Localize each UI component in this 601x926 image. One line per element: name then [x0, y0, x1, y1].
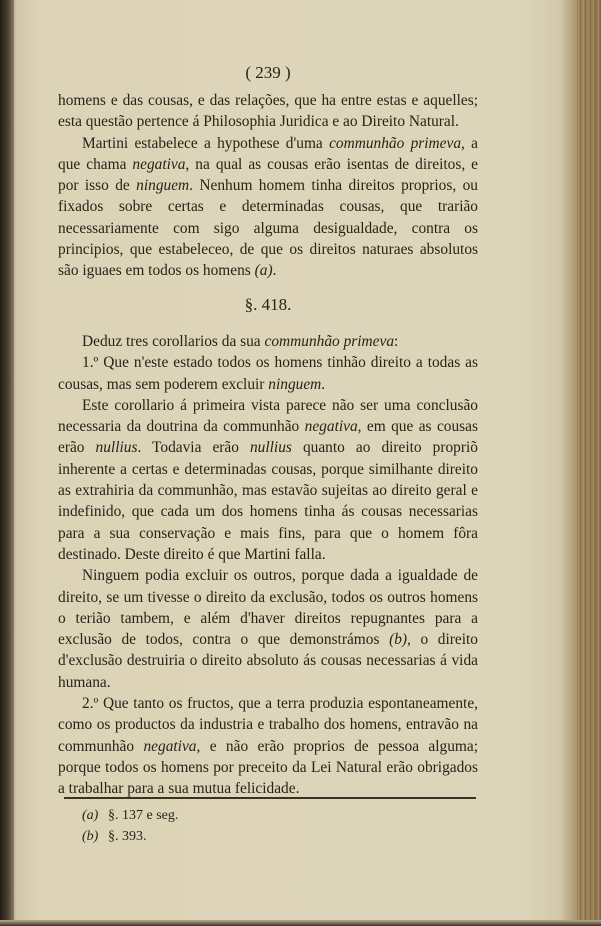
section-paragraph: 1.º Que n'este estado todos os homens tinhão direito a todas as cousas, mas sem poderem excluir ninguem. — [58, 354, 478, 393]
footnote-mark: (b) — [82, 829, 99, 844]
section-paragraph: 2.º Que tanto os fructos, que a terra produzia espontaneamente, como os productos da industria e trabalho dos homens, entravão na communhão negativa, e não erão proprios de pessoa alguma; porque todos os homens por preceito da Lei Natural erão obrigados a trabalhar para a sua mutua felicidade. — [58, 695, 478, 798]
binding-shadow — [0, 0, 14, 926]
section-heading: §. 418. — [244, 294, 292, 314]
section-paragraph: Deduz tres corollarios da sua communhão primeva: — [82, 332, 399, 350]
footnote — [82, 826, 382, 847]
footnotes — [82, 805, 382, 847]
section-paragraph: Este corollario á primeira vista parece não ser uma conclusão necessaria da doutrina da communhão negativa, em que as cousas erão nullius. Todavia erão nullius quanto ao direito propriõ inherente a certas e determinadas cousas, porque similhante direito as extrahiria da communhão, mas estavão sujeitas ao direito geral e indefinido, que cada um dos homens tinha ás cousas necessarias para a sua conservação e mais fins, para que o homem fôra destinado. Deste direito é que Martini falla. — [58, 396, 478, 563]
bottom-edge — [0, 920, 601, 926]
footnote-text: §. 137 e seg. — [108, 808, 179, 823]
page-body — [58, 56, 478, 800]
paragraph-martini: Martini estabelece a hypothese d'uma communhão primeva, a que chama negativa, na qual as cousas erão isentas de direitos, e por isso de ninguem. Nenhum homem tinha direitos proprios, ou fixados sobre certas e determinadas cousas, que trarião necessariamente com sigo alguma desigualdade, contra os principios, que estabeleceo, de que os direitos naturaes absolutos são iguaes em todos os homens (a). — [58, 134, 479, 280]
page-stack-edge — [577, 0, 601, 926]
section-paragraph: Ninguem podia excluir os outros, porque dada a igualdade de direito, se um tivesse o direito da exclusão, todos os outros homens o terião tambem, e além d'haver direitos repugnantes para a exclusão de todos, contra o que demonstrámos (b), o direito d'exclusão destruiria o direito absoluto ás cousas necessarias á vida humana. — [58, 567, 478, 691]
footnote-text: §. 393. — [108, 829, 147, 844]
paragraph-intro: homens e das cousas, e das relações, que ha entre estas e aquelles; esta questão pertence á Philosophia Juridica e ao Direito Natural. — [58, 92, 478, 131]
footnote-rule — [64, 797, 476, 799]
page-number: ( 239 ) — [245, 63, 291, 82]
footnote-mark: (a) — [82, 808, 99, 823]
footnote — [82, 805, 382, 826]
